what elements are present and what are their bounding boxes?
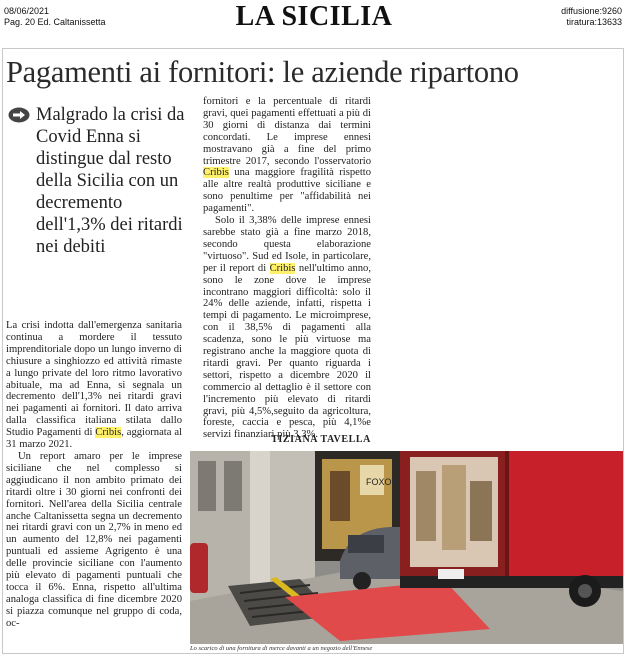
newspaper-masthead: LA SICILIA bbox=[235, 1, 393, 32]
text-run: La crisi indotta dall'emergenza sanitaria continua a mordere il tessuto imprenditoriale dopo un lungo inverno di chiusure a singhiozzo ed attività rimaste a lungo private del loro ritmo lavorativo abituale, ma ad Enna, si segnala un decremento dell'1,3% nei ritardi gravi nei pagamenti ai fornitori. Il dato arriva dalla classifica italiana stilata dallo Studio Pagamenti di bbox=[6, 320, 182, 439]
highlighted-term: Cribis bbox=[95, 427, 122, 439]
shop-sign: FOXO bbox=[366, 477, 392, 487]
text-run: una maggiore fragilità rispetto alle altre realtà produttive siciliane e sono penultime per "affidabilità nei pagamenti". bbox=[203, 167, 371, 215]
circulation-info bbox=[561, 6, 622, 28]
article-photo bbox=[190, 451, 623, 644]
text-run: , aggiornata al 31 marzo 2021. bbox=[6, 427, 182, 451]
article-headline: Pagamenti ai fornitori: le aziende ripartono bbox=[6, 55, 519, 89]
street-scene-illustration bbox=[190, 451, 623, 644]
text-run: Solo il 3,38% delle imprese ennesi sarebbe stato già a fine marzo 2018, secondo questa elaborazione "virtuoso". Sud ed Isole, in particolare, per il report di bbox=[203, 215, 371, 274]
page-edition: Pag. 20 Ed. Caltanissetta bbox=[4, 17, 106, 27]
article-subheadline: Malgrado la crisi da Covid Enna si distingue dal resto della Sicilia con un decremento dell'1,3% dei ritardi nei debiti bbox=[36, 105, 185, 257]
text-run: fornitori e la percentuale di ritardi gravi, quei pagamenti effettuati a più di 30 giorni di distanza dai termini concordati. Le imprese ennesi mostravano già a fine del primo trimestre 2017, secondo l'osservatorio bbox=[203, 96, 371, 167]
author-byline: TIZIANA TAVELLA bbox=[271, 434, 371, 445]
highlighted-term: Cribis bbox=[269, 262, 296, 274]
paragraph bbox=[6, 320, 182, 451]
article-column-right bbox=[203, 96, 371, 441]
text-run: nell'ultimo anno, sono le zone dove le imprese incontrano maggiori difficoltà: solo il 24% delle aziende, infatti, rispetta i tempi di pagamento. Le microimprese, con il 38,5% di pagamenti alla scadenza, sono le più virtuose ma registrano anche la maggiore quota di ritardi gravi. Per quanto riguarda i settori, rispetto a dicembre 2020 il commercio al dettaglio è il settore con l'incremento più elevato di ritardi gravi, più 4,5%,seguito da agricoltura, foreste, caccia e pesca, più 4,1%e servizi finanziari più 3,3%. bbox=[203, 262, 371, 441]
paragraph: Un report amaro per le imprese siciliane che nel complesso si aggiudicano il non ambito primato dei ritardi oltre i 30 giorni nei confronti dei fornitori. Nell'area della Sicilia centrale anche Caltanissetta segna un decremento nei ritardi gravi con un 2,7% in meno ed un aumento del 12,8% nei pagamenti puntuali ed assieme Agrigento è una delle provincie siciliane con l'aumento più elevato di pagamenti puntuali che tocca il 6%. Enna, rispetto all'ultima analoga classifica di fine dicembre 2020 si piazza comunque nel gruppo di coda, oc- bbox=[6, 450, 182, 629]
issue-date: 08/06/2021 bbox=[4, 6, 50, 16]
paragraph bbox=[203, 215, 371, 441]
article-column-left bbox=[6, 320, 182, 630]
arrow-bullet-icon bbox=[8, 107, 30, 123]
paragraph bbox=[203, 96, 371, 215]
diffusion-count: diffusione:9260 bbox=[561, 6, 622, 16]
highlighted-term: Cribis bbox=[203, 167, 229, 179]
print-run: tiratura:13633 bbox=[566, 17, 622, 27]
photo-caption: Lo scarico di una fornitura di merce davanti a un negozio dell'Ennese bbox=[190, 645, 373, 652]
